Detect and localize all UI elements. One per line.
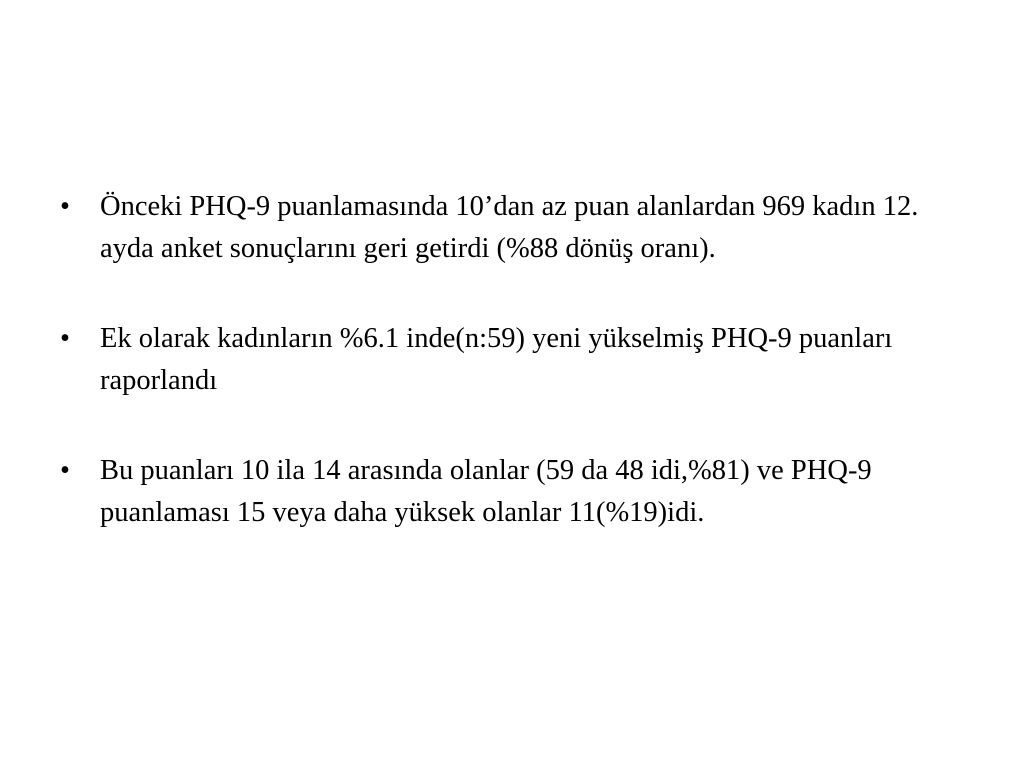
bullet-text: Ek olarak kadınların %6.1 inde(n:59) yeni yükselmiş PHQ-9 puanları raporlandı (100, 323, 893, 396)
bullet-dot-icon: • (60, 323, 70, 354)
bullet-text: Bu puanları 10 ila 14 arasında olanlar (59 da 48 idi,%81) ve PHQ-9 puanlaması 15 veya daha yüksek olanlar 11(%19)idi. (100, 455, 872, 528)
bullet-item-3 (60, 450, 950, 534)
bullet-list (60, 186, 950, 582)
bullet-item-1 (60, 186, 950, 270)
bullet-dot-icon: • (60, 191, 70, 222)
bullet-text: Önceki PHQ-9 puanlamasında 10’dan az puan alanlardan 969 kadın 12. ayda anket sonuçlarını geri getirdi (%88 dönüş oranı). (100, 191, 919, 264)
bullet-dot-icon: • (60, 455, 70, 486)
bullet-item-2 (60, 318, 950, 402)
